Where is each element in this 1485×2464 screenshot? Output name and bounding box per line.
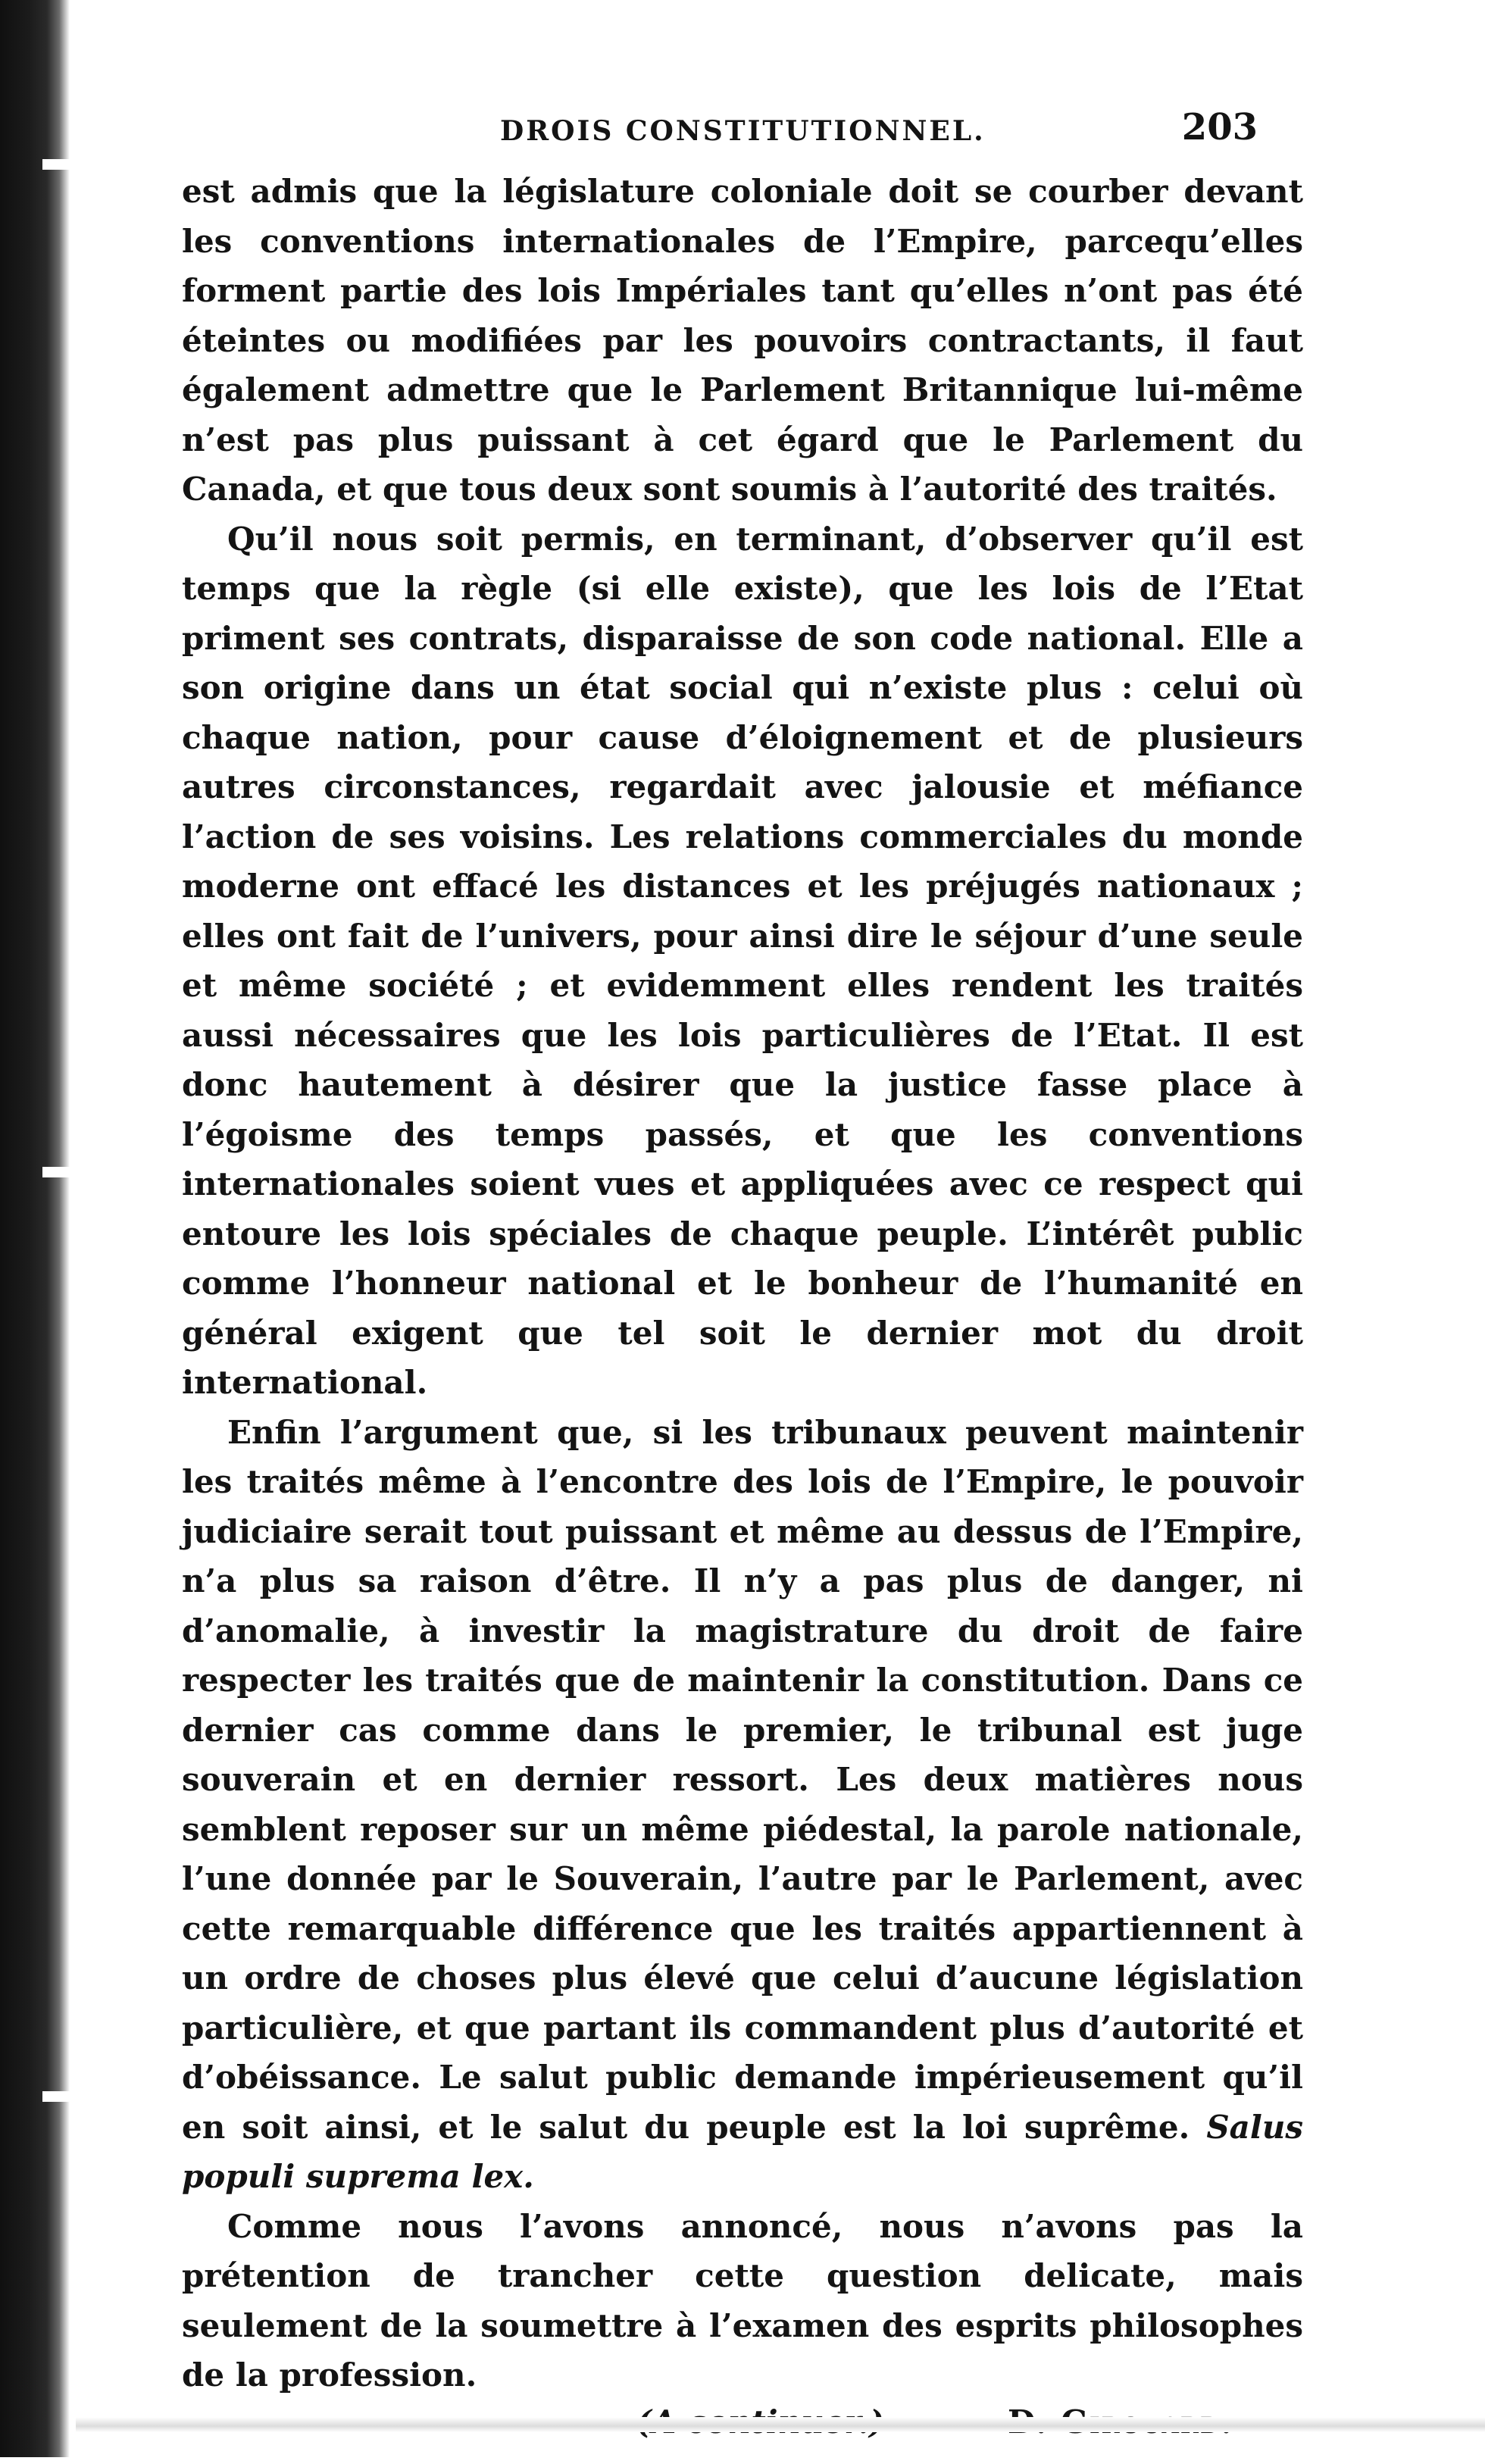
- paragraph: [182, 1408, 1303, 2202]
- signoff: [182, 2403, 1303, 2464]
- page-binding-edge: [0, 0, 70, 2457]
- binding-notch: [42, 2091, 70, 2102]
- paragraph-text: Enfin l’argument que, si les tribunaux peuvent maintenir les traités même à l’encontre des lois de l’Empire, le pouvoir judiciaire serait tout puissant et même au dessus de l’Empire, n’a plus sa raison d’être. Il n’y a pas plus de danger, ni d’anomalie, à investir la magistrature du droit de faire respecter les traités que de maintenir la constitution. Dans ce dernier cas comme dans le premier, le tribunal est juge souverain et en dernier ressort. Les deux matières nous semblent reposer sur un même piédestal, la parole nationale, l’une donnée par le Souverain, l’autre par le Parlement, avec cette remarquable différence que les traités appartiennent à un ordre de choses plus élevé que celui d’aucune législation particulière, et que partant ils commandent plus d’autorité et d’obéissance. Le salut public demande impérieusement qu’il en soit ainsi, et le salut du peuple est la loi suprême.: [182, 1413, 1303, 2146]
- paragraph: [182, 167, 1303, 514]
- latin-maxim: Salus populi suprema lex.: [182, 2108, 1303, 2195]
- binding-notch: [42, 1167, 70, 1177]
- page-bottom-shadow: [76, 2417, 1485, 2432]
- book-page: [182, 106, 1303, 2464]
- paragraph-text: Comme nous l’avons annoncé, nous n’avons pas la prétention de trancher cette question delicate, mais seulement de la soumettre à l’examen des esprits philosophes de la profession.: [182, 2207, 1303, 2394]
- paragraph-text: Qu’il nous soit permis, en terminant, d’observer qu’il est temps que la règle (si elle existe), que les lois de l’Etat priment ses contrats, disparaisse de son code national. Elle a son origine dans un état social qui n’existe plus : celui où chaque nation, pour cause d’éloignement et de plusieurs autres circonstances, regardait avec jalousie et méfiance l’action de ses voisins. Les relations commerciales du monde moderne ont effacé les distances et les préjugés nationaux ; elles ont fait de l’univers, pour ainsi dire le séjour d’une seule et même société ; et evidemment elles rendent les traités aussi nécessaires que les lois particulières de l’Etat. Il est donc hautement à désirer que la justice fasse place à l’égoisme des temps passés, et que les conventions internationales soient vues et appliquées avec ce respect qui entoure les lois spéciales de chaque peuple. L’intérêt public comme l’honneur national et le bonheur de l’humanité en général exigent que tel soit le dernier mot du droit international.: [182, 520, 1303, 1401]
- running-title: DROIS CONSTITUTIONNEL.: [500, 115, 986, 147]
- running-head: [182, 106, 1303, 167]
- binding-notch: [42, 159, 70, 170]
- paragraph: [182, 2202, 1303, 2400]
- body-text: [182, 167, 1303, 2400]
- paragraph: [182, 514, 1303, 1408]
- paragraph-text: est admis que la législature coloniale doit se courber devant les conventions internationales de l’Empire, parcequ’elles forment partie des lois Impériales tant qu’elles n’ont pas été éteintes ou modifiées par les pouvoirs contractants, il faut également admettre que le Parlement Britannique lui-même n’est pas plus puissant à cet égard que le Parlement du Canada, et que tous deux sont soumis à l’autorité des traités.: [182, 173, 1303, 508]
- page-number: 203: [1181, 106, 1258, 149]
